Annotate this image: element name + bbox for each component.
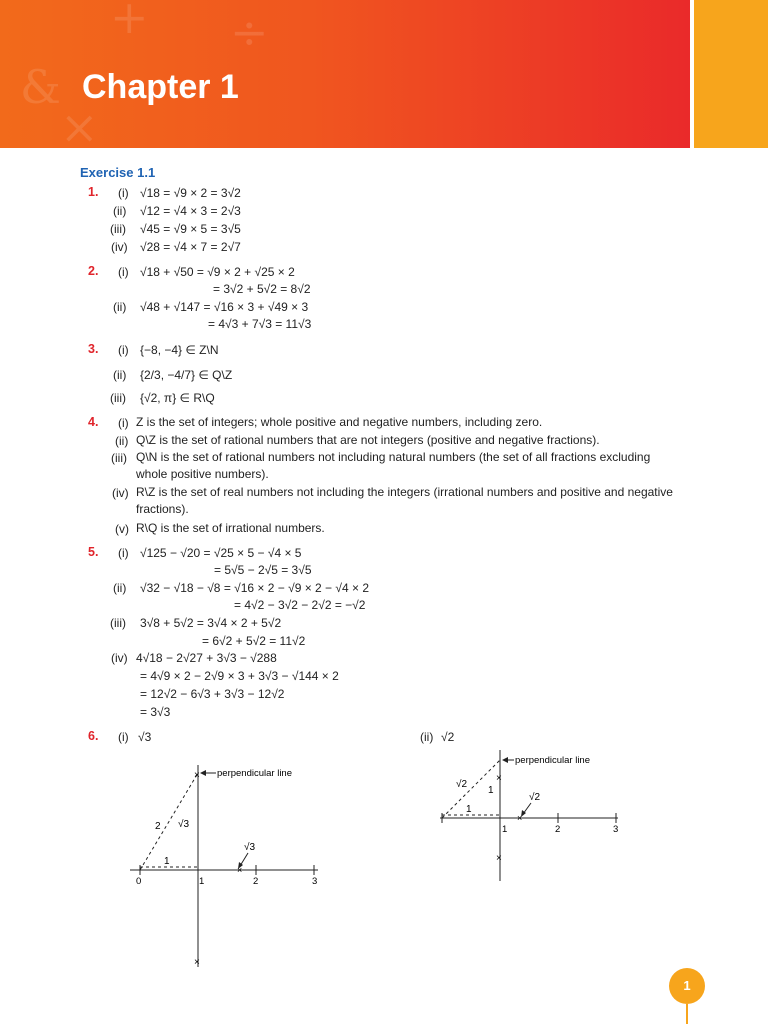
hyp-label: 2 — [155, 821, 161, 832]
side-label: 1 — [488, 785, 494, 796]
expression: 4√18 − 2√27 + 3√3 − √288 — [136, 651, 277, 665]
side-label: √3 — [178, 819, 190, 830]
definition-text: Q\Z is the set of rational numbers that are not integers (positive and negative fractions). — [136, 433, 600, 447]
question-number: 2. — [88, 264, 99, 278]
part-label: (iv) — [111, 651, 128, 665]
expression: = 4√9 × 2 − 2√9 × 3 + 3√3 − √144 × 2 — [140, 669, 339, 683]
part-label: (v) — [115, 522, 129, 536]
part-label: (ii) — [115, 434, 129, 448]
question-number: 4. — [88, 415, 99, 429]
part-label: (i) — [118, 730, 129, 744]
part-label: (ii) — [113, 300, 127, 314]
expression: √28 = √4 × 7 = 2√7 — [140, 240, 241, 254]
cross-mark: × — [517, 813, 523, 823]
decorative-glyph: ÷ — [230, 5, 269, 59]
exercise-title: Exercise 1.1 — [80, 165, 156, 180]
part-label: (iii) — [110, 616, 126, 630]
expression: √12 = √4 × 3 = 2√3 — [140, 204, 241, 218]
expression: 3√8 + 5√2 = 3√4 × 2 + 5√2 — [140, 616, 282, 630]
base-label: 1 — [164, 856, 170, 867]
expression: = 6√2 + 5√2 = 11√2 — [202, 634, 306, 648]
decorative-glyph: & — [20, 60, 61, 114]
expression: = 5√5 − 2√5 = 3√5 — [214, 563, 312, 577]
page-number-badge: 1 — [669, 968, 705, 1004]
question-number: 6. — [88, 729, 99, 743]
expression: √125 − √20 = √25 × 5 − √4 × 5 — [140, 546, 302, 560]
sqrt3-construction-figure — [120, 745, 340, 975]
chapter-tab — [694, 0, 768, 148]
decorative-glyph: × — [60, 100, 99, 148]
tick-label: 3 — [312, 876, 318, 887]
question-number: 5. — [88, 545, 99, 559]
expression: = 4√3 + 7√3 = 11√3 — [208, 317, 312, 331]
hyp-label: √2 — [456, 779, 468, 790]
perp-label: perpendicular line — [515, 755, 590, 766]
part-label: (i) — [118, 343, 129, 357]
part-label: (ii) — [113, 204, 127, 218]
part-label: (i) — [118, 416, 129, 430]
marker-label: √2 — [529, 792, 541, 803]
arrow-head — [200, 770, 206, 776]
tick-label: 2 — [253, 876, 259, 887]
definition-text: Q\N is the set of rational numbers not including natural numbers (the set of all fractions excluding whole positive numbers). — [136, 450, 651, 481]
tick-label: 1 — [199, 876, 205, 887]
expression: {2/3, −4/7} ∈ Q\Z — [140, 368, 233, 382]
decorative-glyph: + — [110, 0, 149, 44]
expression: √3 — [138, 730, 152, 744]
cross-mark: × — [496, 853, 502, 864]
expression: √18 = √9 × 2 = 3√2 — [140, 186, 241, 200]
definition-text: R\Z is the set of real numbers not including the integers (irrational numbers and positive and negative fractions). — [136, 485, 673, 516]
definition-text: R\Q is the set of irrational numbers. — [136, 521, 325, 535]
question-number: 1. — [88, 185, 99, 199]
tick-label: 0 — [136, 876, 142, 887]
part-label: (iv) — [111, 240, 128, 254]
cross-mark: × — [194, 957, 200, 968]
definition-text: Z is the set of integers; whole positive and negative numbers, including zero. — [136, 415, 543, 429]
part-label: (iii) — [110, 391, 126, 405]
expression: = 3√2 + 5√2 = 8√2 — [213, 282, 311, 296]
expression: {−8, −4} ∈ Z\N — [140, 343, 219, 357]
perp-label: perpendicular line — [217, 768, 292, 779]
cross-mark: × — [237, 865, 243, 875]
tick-label: 1 — [502, 824, 508, 835]
question-number: 3. — [88, 342, 99, 356]
part-label: (ii) — [113, 581, 127, 595]
chapter-banner — [0, 0, 690, 148]
expression: = 4√2 − 3√2 − 2√2 = −√2 — [234, 598, 366, 612]
expression: = 3√3 — [140, 705, 171, 719]
part-label: (i) — [118, 546, 129, 560]
expression: {√2, π} ∈ R\Q — [140, 391, 215, 405]
sqrt2-construction-figure — [430, 745, 630, 885]
tick-label: 3 — [613, 824, 619, 835]
part-label: (iii) — [110, 222, 126, 236]
tick-label: 2 — [555, 824, 561, 835]
expression: = 12√2 − 6√3 + 3√3 − 12√2 — [140, 687, 285, 701]
cross-mark: × — [496, 773, 502, 784]
marker-label: √3 — [244, 842, 256, 853]
cross-mark: × — [194, 770, 200, 781]
expression: √18 + √50 = √9 × 2 + √25 × 2 — [140, 265, 295, 279]
part-label: (i) — [118, 265, 129, 279]
part-label: (ii) — [420, 730, 434, 744]
chapter-title: Chapter 1 — [82, 68, 239, 106]
part-label: (iv) — [112, 486, 129, 500]
part-label: (i) — [118, 186, 129, 200]
base-label: 1 — [466, 804, 472, 815]
part-label: (iii) — [111, 451, 127, 465]
expression: √2 — [441, 730, 455, 744]
part-label: (ii) — [113, 368, 127, 382]
expression: √32 − √18 − √8 = √16 × 2 − √9 × 2 − √4 × 2 — [140, 581, 370, 595]
page-number-stem — [686, 1004, 688, 1024]
arrow-head — [502, 757, 508, 763]
expression: √48 + √147 = √16 × 3 + √49 × 3 — [140, 300, 309, 314]
expression: √45 = √9 × 5 = 3√5 — [140, 222, 241, 236]
